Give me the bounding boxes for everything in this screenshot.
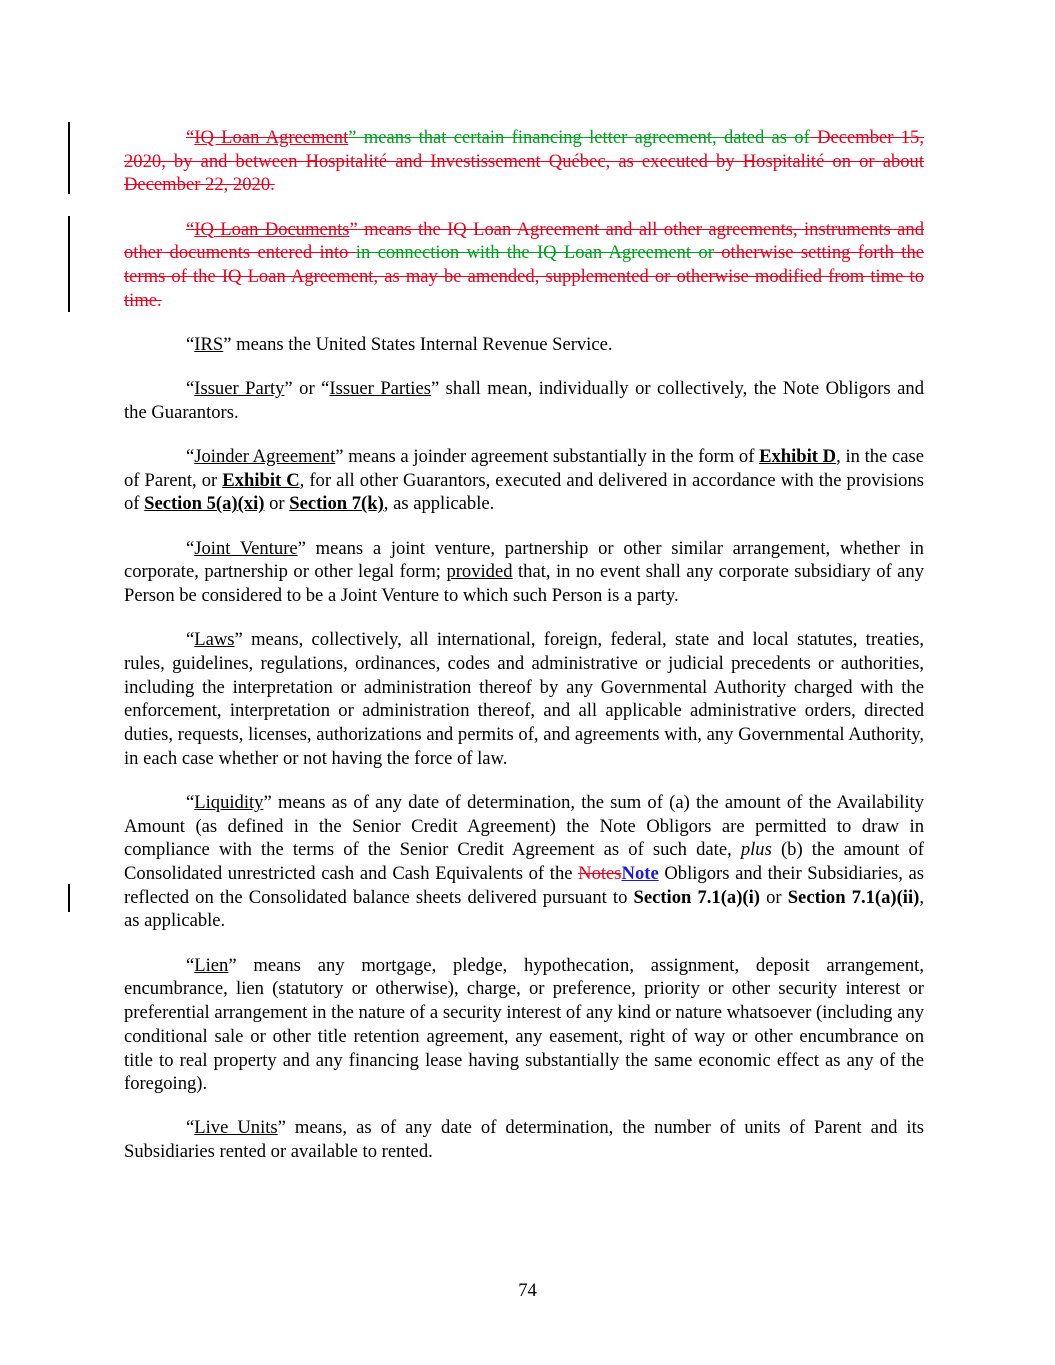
close-quote: ”: [348, 127, 357, 148]
definition-live-units: [124, 1116, 924, 1163]
defined-term: Laws: [194, 629, 235, 651]
connector-text: ” or “: [284, 378, 330, 400]
definition-issuer-party: [124, 377, 924, 424]
definition-joint-venture: [124, 537, 924, 608]
open-quote: “: [186, 378, 195, 400]
definition-text-2: , in the case of Parent, or: [124, 446, 924, 491]
definition-text: ” means, as of any date of determination, the number of units of Parent and its Subsidiaries rented or available to rented.: [124, 1117, 924, 1163]
definition-text-5: , as applicable.: [124, 886, 924, 932]
definition-text-4: or: [264, 493, 290, 515]
open-quote: “: [186, 954, 195, 976]
definition-laws: [124, 628, 924, 770]
defined-term: Joint Venture: [194, 537, 298, 559]
definition-text: ” means the United States Internal Revenue Service.: [223, 333, 613, 355]
deleted-text-red-2: otherwise setting forth the terms of the IQ Loan Agreement, as may be amended, supplemented or otherwise modified from time to time.: [124, 242, 924, 311]
defined-term-2: Issuer Parties: [329, 378, 431, 400]
reference-exhibit-d: Exhibit D: [759, 446, 837, 468]
deleted-text-green: means that certain financing letter agreement, dated as of: [356, 127, 810, 148]
open-quote: “: [186, 791, 195, 813]
deleted-word: Notes: [578, 863, 622, 885]
open-quote: “: [186, 127, 195, 148]
definition-text-3: , for all other Guarantors, executed and delivered in accordance with the provisions of: [124, 469, 925, 515]
defined-term: IQ Loan Documents: [194, 218, 350, 240]
open-quote: “: [186, 218, 195, 240]
definition-text-4: or: [759, 886, 788, 908]
definition-joinder-agreement: [124, 445, 924, 516]
defined-term: Joinder Agreement: [194, 446, 336, 468]
definition-lien: [124, 954, 924, 1096]
definition-text-2: that, in no event shall any corporate subsidiary of any Person be considered to be a Joint Venture to which such Person is a party.: [124, 561, 924, 607]
definition-text: ” means a joint venture, partnership or other similar arrangement, whether in corporate, partnership or other legal form;: [124, 537, 924, 583]
definition-text-5: , as applicable.: [383, 493, 495, 515]
change-bar-liquidity: [68, 884, 70, 912]
defined-term: Live Units: [194, 1117, 278, 1139]
definition-text-2: (b) the amount of Consolidated unrestricted cash and Cash Equivalents of the: [124, 839, 924, 885]
change-bar-iq-loan-documents: [68, 216, 70, 312]
page-number: 74: [518, 1280, 537, 1301]
reference-section-5a-xi: Section 5(a)(xi): [144, 493, 265, 515]
open-quote: “: [186, 333, 195, 355]
definition-text: ” means any mortgage, pledge, hypothecation, assignment, deposit arrangement, encumbrance, lien (statutory or otherwise), charge, or preference, priority or other security interest or preferential arrangement in the nature of a security interest of any kind or nature whatsoever (including any conditional sale or other title retention agreement, any easement, right of way or other encumbrance on title to real property and any financing lease having substantially the same economic effect as any of the foregoing).: [124, 954, 924, 1095]
defined-term: Lien: [194, 954, 229, 976]
provided-keyword: provided: [446, 561, 513, 583]
definition-text: ” means, collectively, all international, foreign, federal, state and local statutes, treaties, rules, guidelines, regulations, ordinances, codes and administrative or judicial precedents or authorities, including the interpretation or administration thereof by any Governmental Authority charged with the enforcement, interpretation or administration thereof, and all applicable administrative orders, directed duties, requests, licenses, authorizations and permits of, and agreements with, any Governmental Authority, in each case whether or not having the force of law.: [124, 629, 924, 769]
definition-iq-loan-agreement: [124, 126, 924, 197]
change-bar-iq-loan-agreement: [68, 122, 70, 194]
definition-iq-loan-documents: [124, 218, 924, 313]
reference-exhibit-c: Exhibit C: [222, 469, 300, 491]
deleted-text-red: December 15, 2020, by and between Hospitalité and Investissement Québec, as executed by Hospitalité on or about December 22, 2020.: [124, 127, 925, 196]
deleted-text-green: in connection with the IQ Loan Agreement or: [355, 242, 714, 264]
open-quote: “: [186, 629, 195, 651]
definition-text: ” means as of any date of determination, the sum of (a) the amount of the Availability Amount (as defined in the Senior Credit Agreement) the Note Obligors are permitted to draw in compliance with the terms of the Senior Credit Agreement as of such date,: [124, 791, 924, 861]
defined-term: Issuer Party: [194, 378, 285, 400]
definition-text-3: Obligors and their Subsidiaries, as reflected on the Consolidated balance sheets delivered pursuant to: [124, 863, 924, 908]
reference-section-7-1-a-i: Section 7.1(a)(i): [633, 886, 760, 908]
definition-liquidity: [124, 791, 924, 933]
document-page: [124, 126, 924, 1184]
deleted-text-red: means the IQ Loan Agreement and all other agreements, instruments and other documents entered into: [124, 218, 924, 264]
inserted-word: Note: [621, 863, 659, 885]
defined-term: IQ Loan Agreement: [194, 127, 349, 148]
open-quote: “: [186, 446, 195, 468]
open-quote: “: [186, 537, 195, 559]
definition-irs: [124, 333, 924, 357]
reference-section-7k: Section 7(k): [289, 493, 384, 515]
defined-term: IRS: [194, 333, 224, 355]
plus-keyword: plus: [740, 839, 772, 861]
reference-section-7-1-a-ii: Section 7.1(a)(ii): [787, 886, 920, 908]
definition-text: ” means a joinder agreement substantially in the form of: [335, 446, 760, 468]
close-quote: ”: [349, 218, 358, 240]
open-quote: “: [186, 1117, 195, 1139]
defined-term: Liquidity: [194, 791, 264, 813]
definition-text: ” shall mean, individually or collectively, the Note Obligors and the Guarantors.: [124, 378, 924, 423]
